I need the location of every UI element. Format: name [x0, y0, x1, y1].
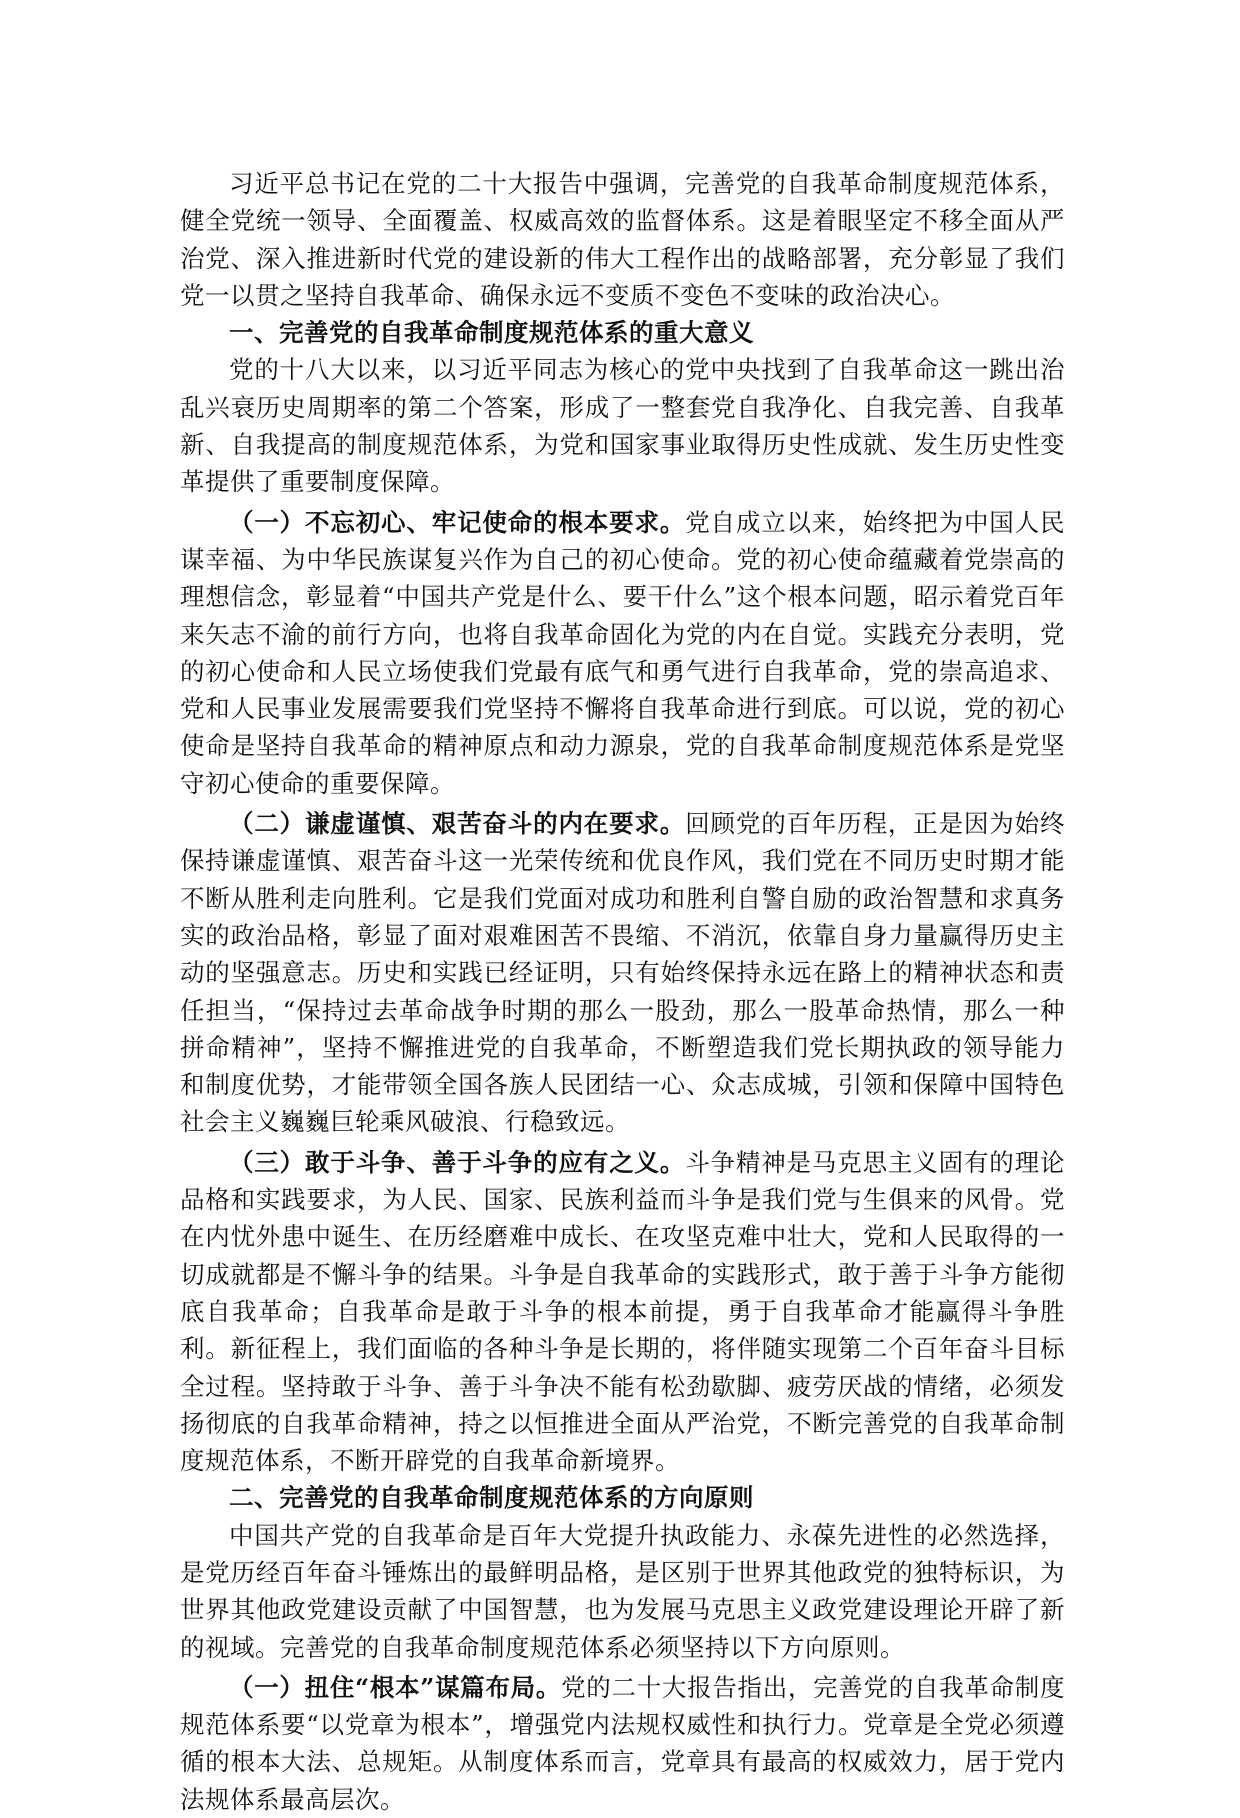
section-1-item-3	[180, 1144, 1065, 1480]
item-body: 回顾党的百年历程，正是因为始终保持谦虚谨慎、艰苦奋斗这一光荣传统和优良作风，我们党在不同历史时期才能不断从胜利走向胜利。它是我们党面对成功和胜利自警自励的政治智慧和求真务实的政治品格，彰显了面对艰难困苦不畏缩、不消沉，依靠自身力量赢得历史主动的坚强意志。历史和实践已经证明，只有始终保持永远在路上的精神状态和责任担当，“保持过去革命战争时期的那么一股劲，那么一股革命热情，那么一种拼命精神”，坚持不懈推进党的自我革命，不断塑造我们党长期执政的领导能力和制度优势，才能带领全国各族人民团结一心、众志成城，引领和保障中国特色社会主义巍巍巨轮乘风破浪、行稳致远。	[180, 809, 1065, 1137]
item-lead: （一）不忘初心、牢记使命的根本要求。	[229, 507, 686, 537]
section-2-heading: 二、完善党的自我革命制度规范体系的方向原则	[229, 1483, 754, 1513]
item-body: 斗争精神是马克思主义固有的理论品格和实践要求，为人民、国家、民族利益而斗争是我们党与生俱来的风骨。党在内忧外患中诞生、在历经磨难中成长、在攻坚克难中壮大，党和人民取得的一切成就都是不懈斗争的结果。斗争是自我革命的实践形式，敢于善于斗争方能彻底自我革命；自我革命是敢于斗争的根本前提，勇于自我革命才能赢得斗争胜利。新征程上，我们面临的各种斗争是长期的，将伴随实现第二个百年奋斗目标全过程。坚持敢于斗争、善于斗争决不能有松劲歇脚、疲劳厌战的情绪，必须发扬彻底的自我革命精神，持之以恒推进全面从严治党，不断完善党的自我革命制度规范体系，不断开辟党的自我革命新境界。	[180, 1147, 1065, 1476]
section-1-item-2	[180, 805, 1065, 1141]
item-lead: （三）敢于斗争、善于斗争的应有之义。	[229, 1147, 686, 1177]
item-lead: （一）扭住“根本”谋篇布局。	[229, 1672, 562, 1702]
section-1-intro: 党的十八大以来，以习近平同志为核心的党中央找到了自我革命这一跳出治乱兴衰历史周期率的第二个答案，形成了一整套党自我净化、自我完善、自我革新、自我提高的制度规范体系，为党和国家事业取得历史性成就、发生历史性变革提供了重要制度保障。	[180, 355, 1065, 497]
item-body: 党自成立以来，始终把为中国人民谋幸福、为中华民族谋复兴作为自己的初心使命。党的初心使命蕴藏着党崇高的理想信念，彰显着“中国共产党是什么、要干什么”这个根本问题，昭示着党百年来矢志不渝的前行方向，也将自我革命固化为党的内在自觉。实践充分表明，党的初心使命和人民立场使我们党最有底气和勇气进行自我革命，党的崇高追求、党和人民事业发展需要我们党坚持不懈将自我革命进行到底。可以说，党的初心使命是坚持自我革命的精神原点和动力源泉，党的自我革命制度规范体系是党坚守初心使命的重要保障。	[180, 507, 1065, 798]
intro-paragraph: 习近平总书记在党的二十大报告中强调，完善党的自我革命制度规范体系，健全党统一领导、全面覆盖、权威高效的监督体系。这是着眼坚定不移全面从严治党、深入推进新时代党的建设新的伟大工程作出的战略部署，充分彰显了我们党一以贯之坚持自我革命、确保永远不变质不变色不变味的政治决心。	[180, 169, 1065, 310]
item-lead: （二）谦虚谨慎、艰苦奋斗的内在要求。	[229, 809, 686, 839]
item-body: 党的二十大报告指出，完善党的自我革命制度规范体系要“以党章为根本”，增强党内法规权威性和执行力。党章是全党必须遵循的根本大法、总规矩。从制度体系而言，党章具有最高的权威效力，居于党内法规体系最高层次。	[180, 1672, 1065, 1814]
section-2-item-1	[180, 1669, 1065, 1818]
section-1-item-1	[180, 504, 1065, 802]
section-2-intro: 中国共产党的自我革命是百年大党提升执政能力、永葆先进性的必然选择，是党历经百年奋斗锤炼出的最鲜明品格，是区别于世界其他政党的独特标识，为世界其他政党建设贡献了中国智慧，也为发展马克思主义政党建设理论开辟了新的视域。完善党的自我革命制度规范体系必须坚持以下方向原则。	[180, 1520, 1065, 1662]
section-1-heading: 一、完善党的自我革命制度规范体系的重大意义	[229, 318, 754, 348]
